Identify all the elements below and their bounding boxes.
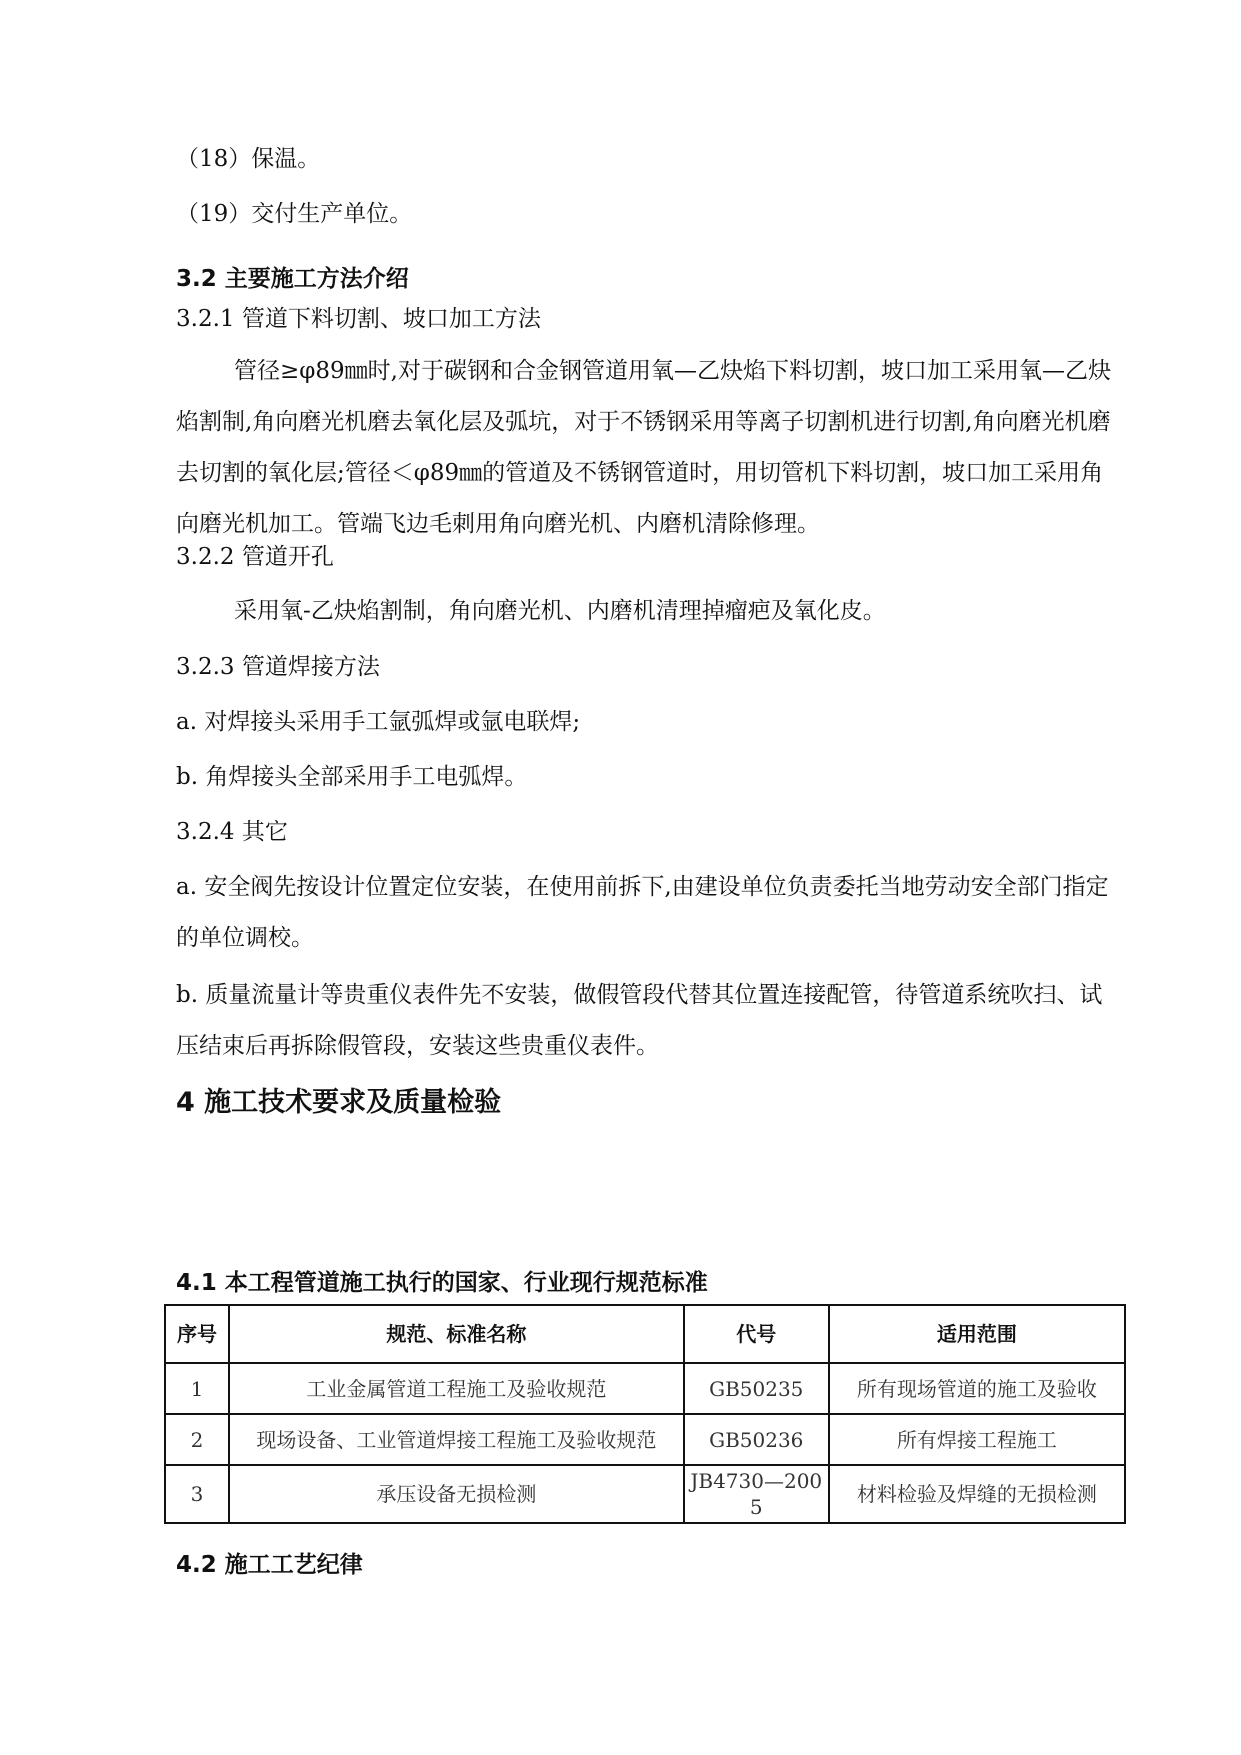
list-item-19: （19）交付生产单位。 xyxy=(176,201,413,227)
paragraph-3-2-2-text: 采用氧-乙炔焰割制，角向磨光机、内磨机清理掉瘤疤及氧化皮。 xyxy=(234,598,886,624)
subsection-heading-3-2-3: 3.2.3 管道焊接方法 xyxy=(176,654,380,680)
table-row xyxy=(165,1414,1125,1465)
cell-scope: 所有现场管道的施工及验收 xyxy=(829,1363,1125,1414)
cell-standard-name: 承压设备无损检测 xyxy=(229,1465,684,1523)
cell-index: 1 xyxy=(165,1363,229,1414)
header-code: 代号 xyxy=(684,1305,829,1363)
subsection-heading-3-2-2: 3.2.2 管道开孔 xyxy=(176,544,334,570)
paragraph-3-2-1-text: 管径≥φ89㎜时,对于碳钢和合金钢管道用氧—乙炔焰下料切割，坡口加工采用氧—乙炔焰割制,角向磨光机磨去氧化层及弧坑，对于不锈钢采用等离子切割机进行切割,角向磨光机磨去切割的氧化层;管径＜φ89㎜的管道及不锈钢管道时，用切管机下料切割，坡口加工采用角向磨光机加工。管端飞边毛刺用角向磨光机、内磨机清除修理。 xyxy=(176,358,1111,537)
table-row xyxy=(165,1465,1125,1523)
cell-index: 2 xyxy=(165,1414,229,1465)
list-item-3-2-4-b: b. 质量流量计等贵重仪表件先不安装，做假管段代替其位置连接配管，待管道系统吹扫、试压结束后再拆除假管段，安装这些贵重仪表件。 xyxy=(176,982,1103,1059)
section-heading-3-2: 3.2 主要施工方法介绍 xyxy=(176,266,409,292)
table-row xyxy=(165,1363,1125,1414)
paragraph-3-2-1 xyxy=(176,346,1124,550)
section-heading-4-1: 4.1 本工程管道施工执行的国家、行业现行规范标准 xyxy=(176,1270,708,1296)
standards-table xyxy=(164,1304,1126,1524)
list-item-18: （18）保温。 xyxy=(176,146,321,172)
header-scope: 适用范围 xyxy=(829,1305,1125,1363)
table-header-row xyxy=(165,1305,1125,1363)
subsection-heading-3-2-1: 3.2.1 管道下料切割、坡口加工方法 xyxy=(176,306,541,332)
list-item-3-2-3-b: b. 角焊接头全部采用手工电弧焊。 xyxy=(176,764,528,790)
cell-code: GB50235 xyxy=(684,1363,829,1414)
section-heading-4-2: 4.2 施工工艺纪律 xyxy=(176,1552,363,1578)
list-item-3-2-3-a: a. 对焊接头采用手工氩弧焊或氩电联焊; xyxy=(176,709,581,735)
header-standard-name: 规范、标准名称 xyxy=(229,1305,684,1363)
subsection-heading-3-2-4: 3.2.4 其它 xyxy=(176,819,288,845)
section-heading-4: 4 施工技术要求及质量检验 xyxy=(176,1087,502,1118)
cell-index: 3 xyxy=(165,1465,229,1523)
cell-code: JB4730—2005 xyxy=(684,1465,829,1523)
cell-standard-name: 工业金属管道工程施工及验收规范 xyxy=(229,1363,684,1414)
cell-scope: 所有焊接工程施工 xyxy=(829,1414,1125,1465)
cell-code: GB50236 xyxy=(684,1414,829,1465)
paragraph-3-2-2 xyxy=(176,586,1124,637)
header-index: 序号 xyxy=(165,1305,229,1363)
cell-scope: 材料检验及焊缝的无损检测 xyxy=(829,1465,1125,1523)
list-item-3-2-4-a: a. 安全阀先按设计位置定位安装，在使用前拆下,由建设单位负责委托当地劳动安全部门指定的单位调校。 xyxy=(176,874,1109,951)
cell-standard-name: 现场设备、工业管道焊接工程施工及验收规范 xyxy=(229,1414,684,1465)
